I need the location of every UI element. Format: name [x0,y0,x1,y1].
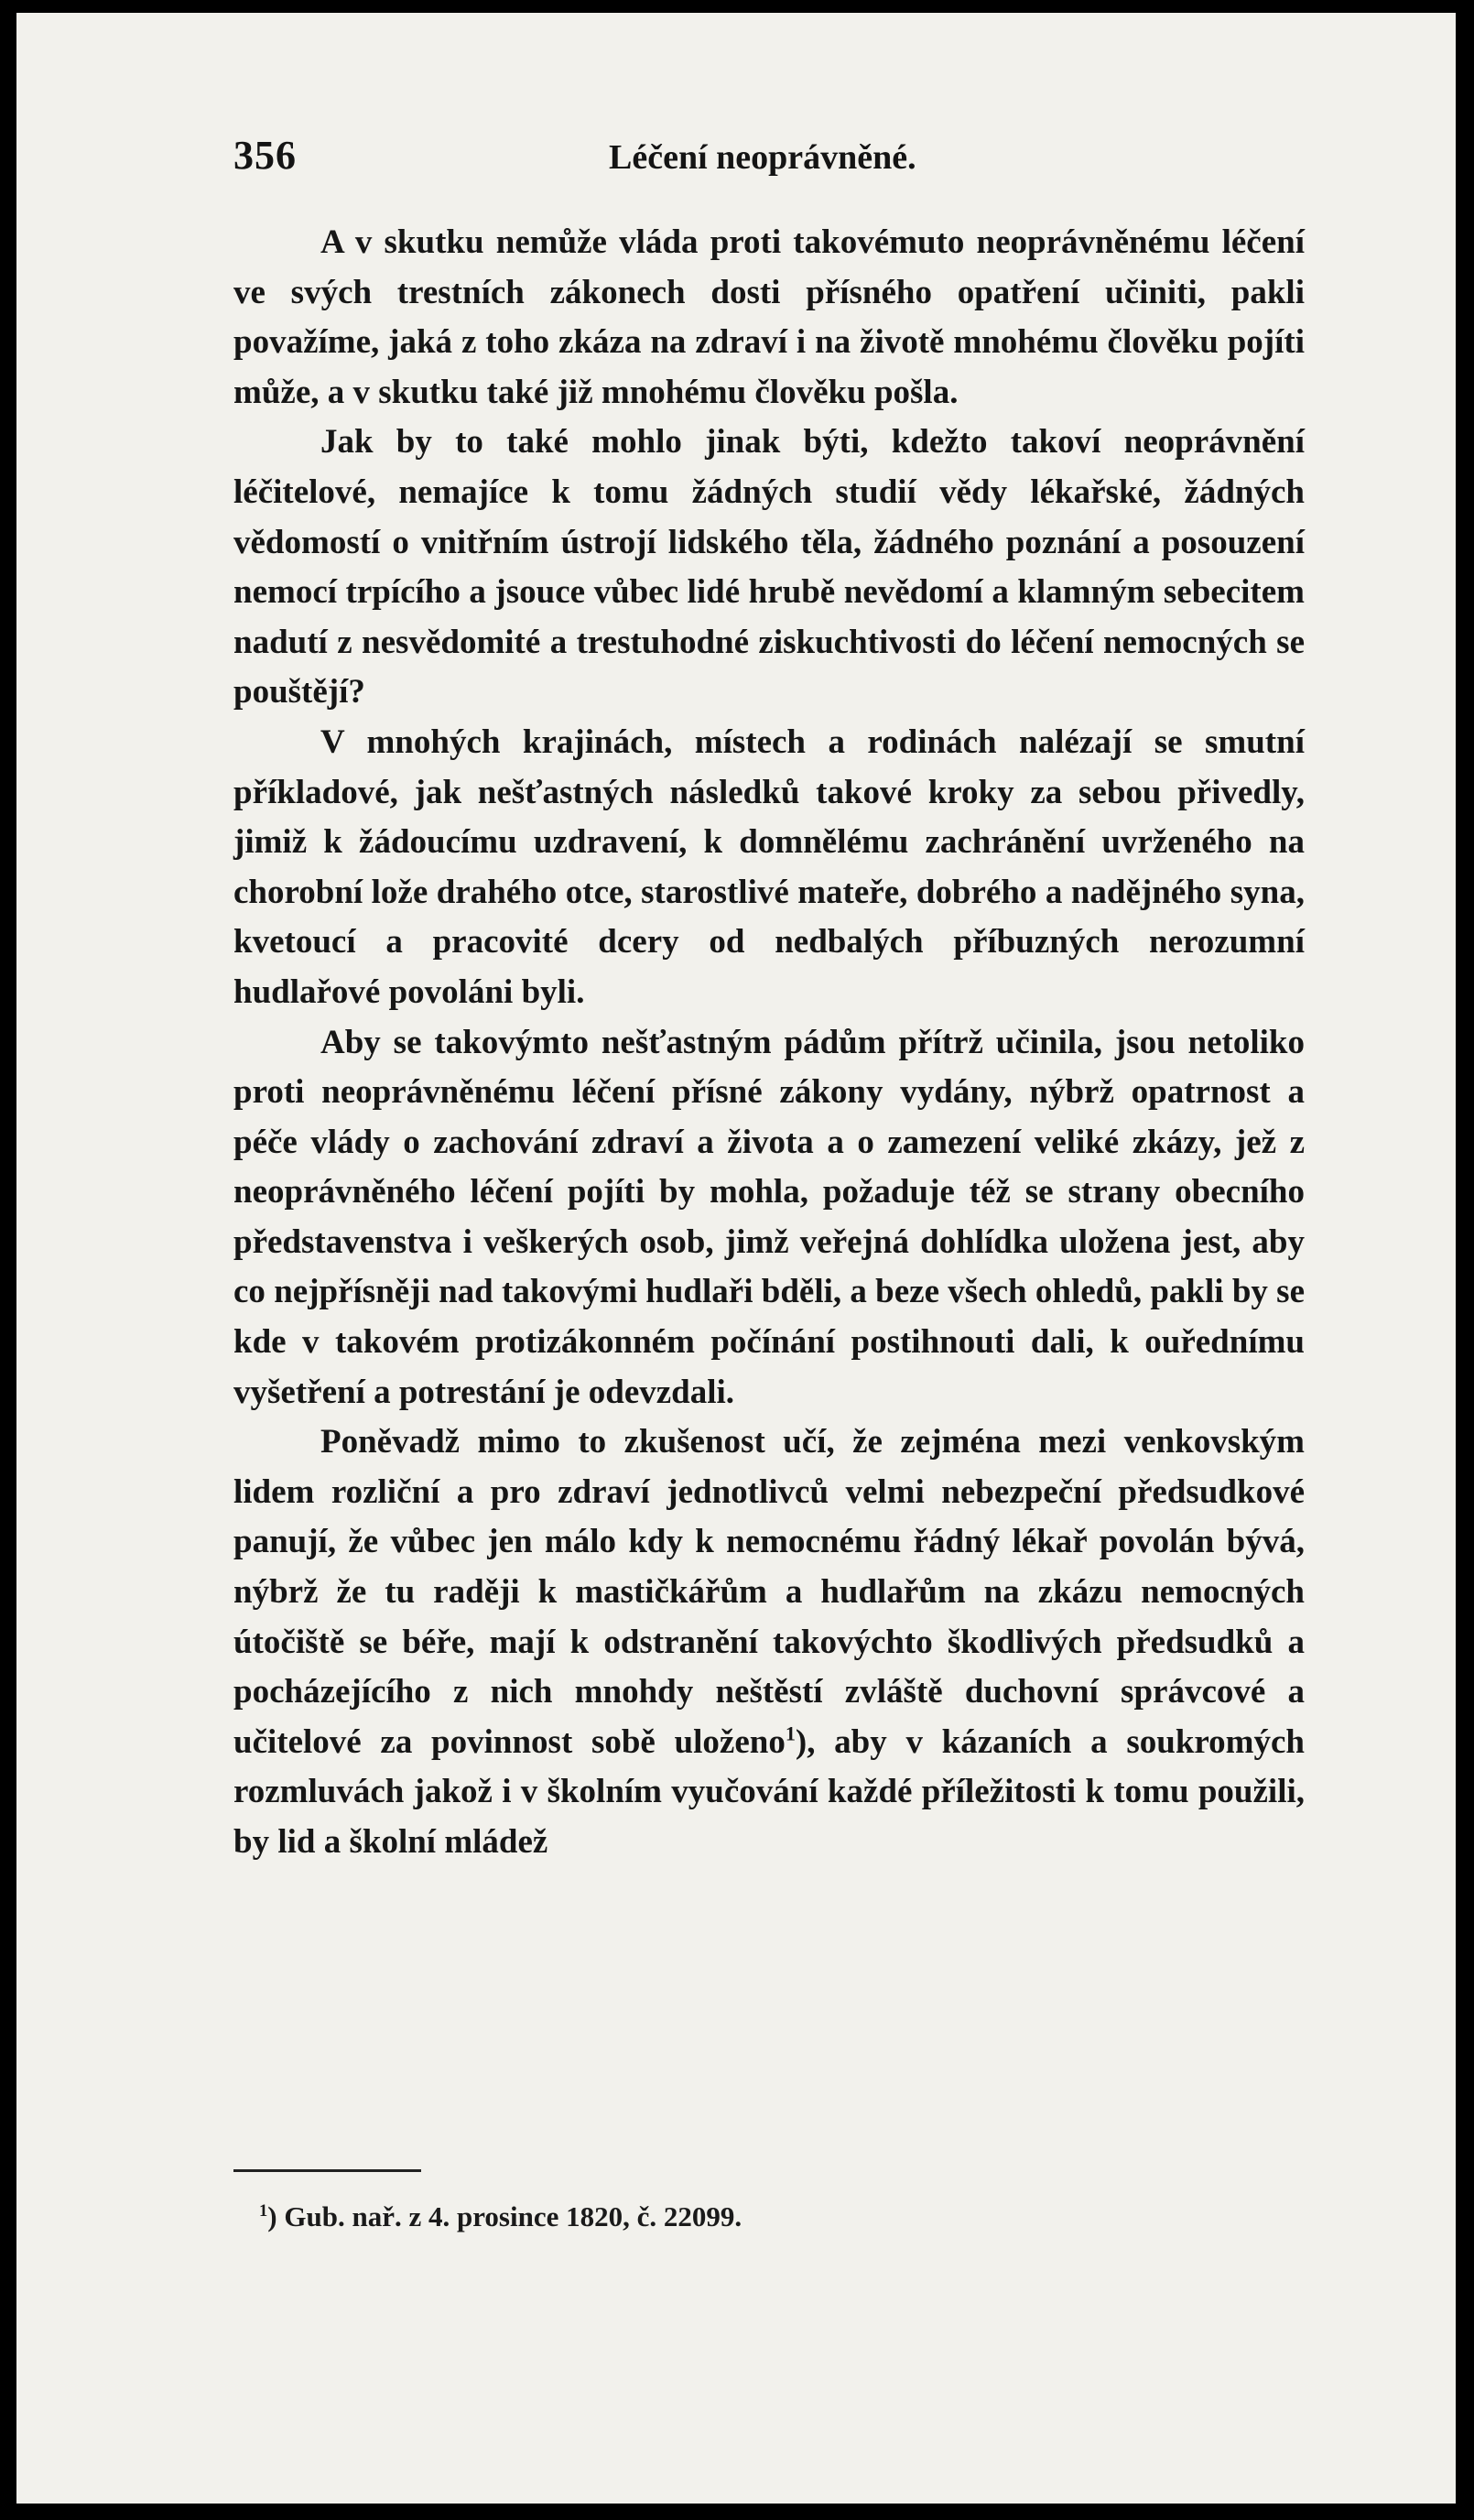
paragraph-5 [233,1418,1305,1867]
footnote [259,2200,742,2233]
paragraph-5-tail: ), aby v kázaních a soukromých rozmluvách jakož i v školním vyučování každé příležitosti k tomu použili, by lid a školní mládež [233,1722,1306,1861]
footnote-reference: 1 [785,1722,796,1745]
page-header [233,132,1305,187]
running-title: Léčení neoprávněné. [609,138,916,177]
footnote-divider [233,2169,421,2172]
paragraph-4: Aby se takovýmto nešťastným pádům přítrž učinila, jsou netoliko proti neoprávněnému léčení přísné zákony vydány, nýbrž opatrnost a péče vlády o zachování zdraví a života a o zamezení veliké zkázy, jež z neoprávněného léčení pojíti by mohla, požaduje též se strany obecního představenstva i veškerých osob, jimž veřejná dohlídka uložena jest, aby co nejpřísněji nad takovými hudlaři bděli, a beze všech ohledů, pakli by se kde v takovém protizákonném počínání postihnouti dali, k ouřednímu vyšetření a potrestání je odevzdali. [233,1023,1305,1411]
paragraph-3: V mnohých krajinách, místech a rodinách nalézají se smutní příkladové, jak nešťastných následků takové kroky za sebou přivedly, jimiž k žádoucímu uzdravení, k domnělému zachránění uvrženého na chorobní lože drahého otce, starostlivé mateře, dobrého a nadějného syna, kvetoucí a pracovité dcery od nedbalých příbuzných nerozumní hudlařové povoláni byli. [233,722,1305,1011]
footnote-text: ) Gub. nař. z 4. prosince 1820, č. 22099. [267,2200,742,2232]
paragraph-2: Jak by to také mohlo jinak býti, kdežto takoví neoprávnění léčitelové, nemajíce k tomu žádných studií vědy lékařské, žádných vědomostí o vnitřním ústrojí lidského těla, žádného poznání a posouzení nemocí trpícího a jsouce vůbec lidé hrubě nevědomí a klamným sebecitem nadutí z nesvědomité a trestuhodné ziskuchtivosti do léčení nemocných se pouštějí? [233,423,1305,711]
paragraph-1: A v skutku nemůže vláda proti takovémuto neoprávněnému léčení ve svých trestních zákonech dosti přísného opatření učiniti, pakli považíme, jaká z toho zkáza na zdraví i na životě mnohému člověku pojíti může, a v skutku také již mnohému člověku pošla. [233,223,1305,411]
footnote-marker: 1 [259,2200,268,2221]
book-page [16,13,1456,2504]
paragraph-5-text: Poněvadž mimo to zkušenost učí, že zejména mezi venkovským lidem rozliční a pro zdraví jednotlivců velmi nebezpeční předsudkové panují, že vůbec jen málo kdy k nemocnému řádný lékař povolán bývá, nýbrž že tu raději k mastičkářům a hudlařům na zkázu nemocných útočiště se béře, mají k odstranění takovýchto škodlivých předsudků a pocházejícího z nich mnohdy neštěstí zvláště duchovní správcové a učitelové za povinnost sobě uloženo [233,1423,1305,1761]
main-text [233,218,1305,1868]
page-number: 356 [233,133,297,178]
